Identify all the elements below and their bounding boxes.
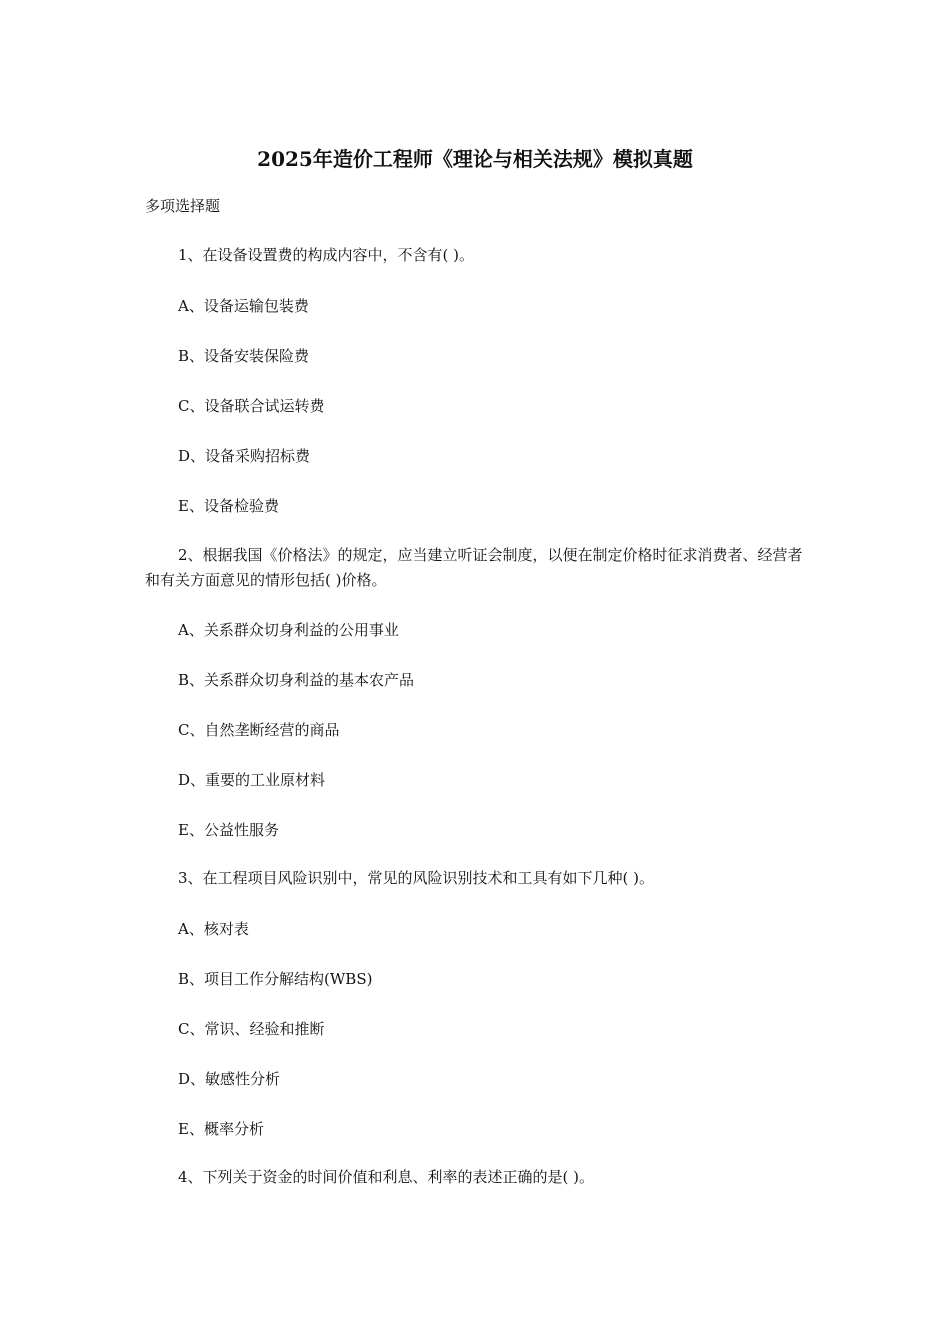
question-1-stem: 1、在设备设置费的构成内容中，不含有( )。 bbox=[178, 246, 475, 264]
document-title: 2025年造价工程师《理论与相关法规》模拟真题 bbox=[257, 147, 693, 171]
question-3-option-d: D、敏感性分析 bbox=[178, 1070, 281, 1088]
question-2-option-d: D、重要的工业原材料 bbox=[178, 771, 326, 789]
question-1-option-b: B、设备安装保险费 bbox=[178, 347, 310, 365]
question-1-option-e: E、设备检验费 bbox=[178, 497, 279, 515]
question-2-option-c: C、自然垄断经营的商品 bbox=[178, 721, 340, 739]
question-2-option-b: B、关系群众切身利益的基本农产品 bbox=[178, 671, 415, 689]
question-stem bbox=[145, 243, 815, 268]
question-1-option-a: A、设备运输包装费 bbox=[178, 297, 309, 315]
question-stem bbox=[145, 1165, 815, 1190]
question-3-option-c: C、常识、经验和推断 bbox=[178, 1020, 325, 1038]
question-2-option-e: E、公益性服务 bbox=[178, 821, 279, 839]
question-1-option-d: D、设备采购招标费 bbox=[178, 447, 311, 465]
question-4-stem: 4、下列关于资金的时间价值和利息、利率的表述正确的是( )。 bbox=[178, 1168, 595, 1186]
question-1-option-c: C、设备联合试运转费 bbox=[178, 397, 325, 415]
question-3-option-a: A、核对表 bbox=[178, 920, 249, 938]
question-3-option-b: B、项目工作分解结构(WBS) bbox=[178, 970, 373, 988]
question-stem bbox=[145, 866, 815, 891]
question-3-stem: 3、在工程项目风险识别中，常见的风险识别技术和工具有如下几种( )。 bbox=[178, 869, 655, 887]
question-2-option-a: A、关系群众切身利益的公用事业 bbox=[178, 621, 399, 639]
question-3-option-e: E、概率分析 bbox=[178, 1120, 264, 1138]
question-2-stem: 2、根据我国《价格法》的规定，应当建立听证会制度，以便在制定价格时征求消费者、经营者和有关方面意见的情形包括( )价格。 bbox=[145, 546, 803, 589]
question-stem bbox=[145, 543, 815, 593]
section-label: 多项选择题 bbox=[145, 197, 221, 215]
